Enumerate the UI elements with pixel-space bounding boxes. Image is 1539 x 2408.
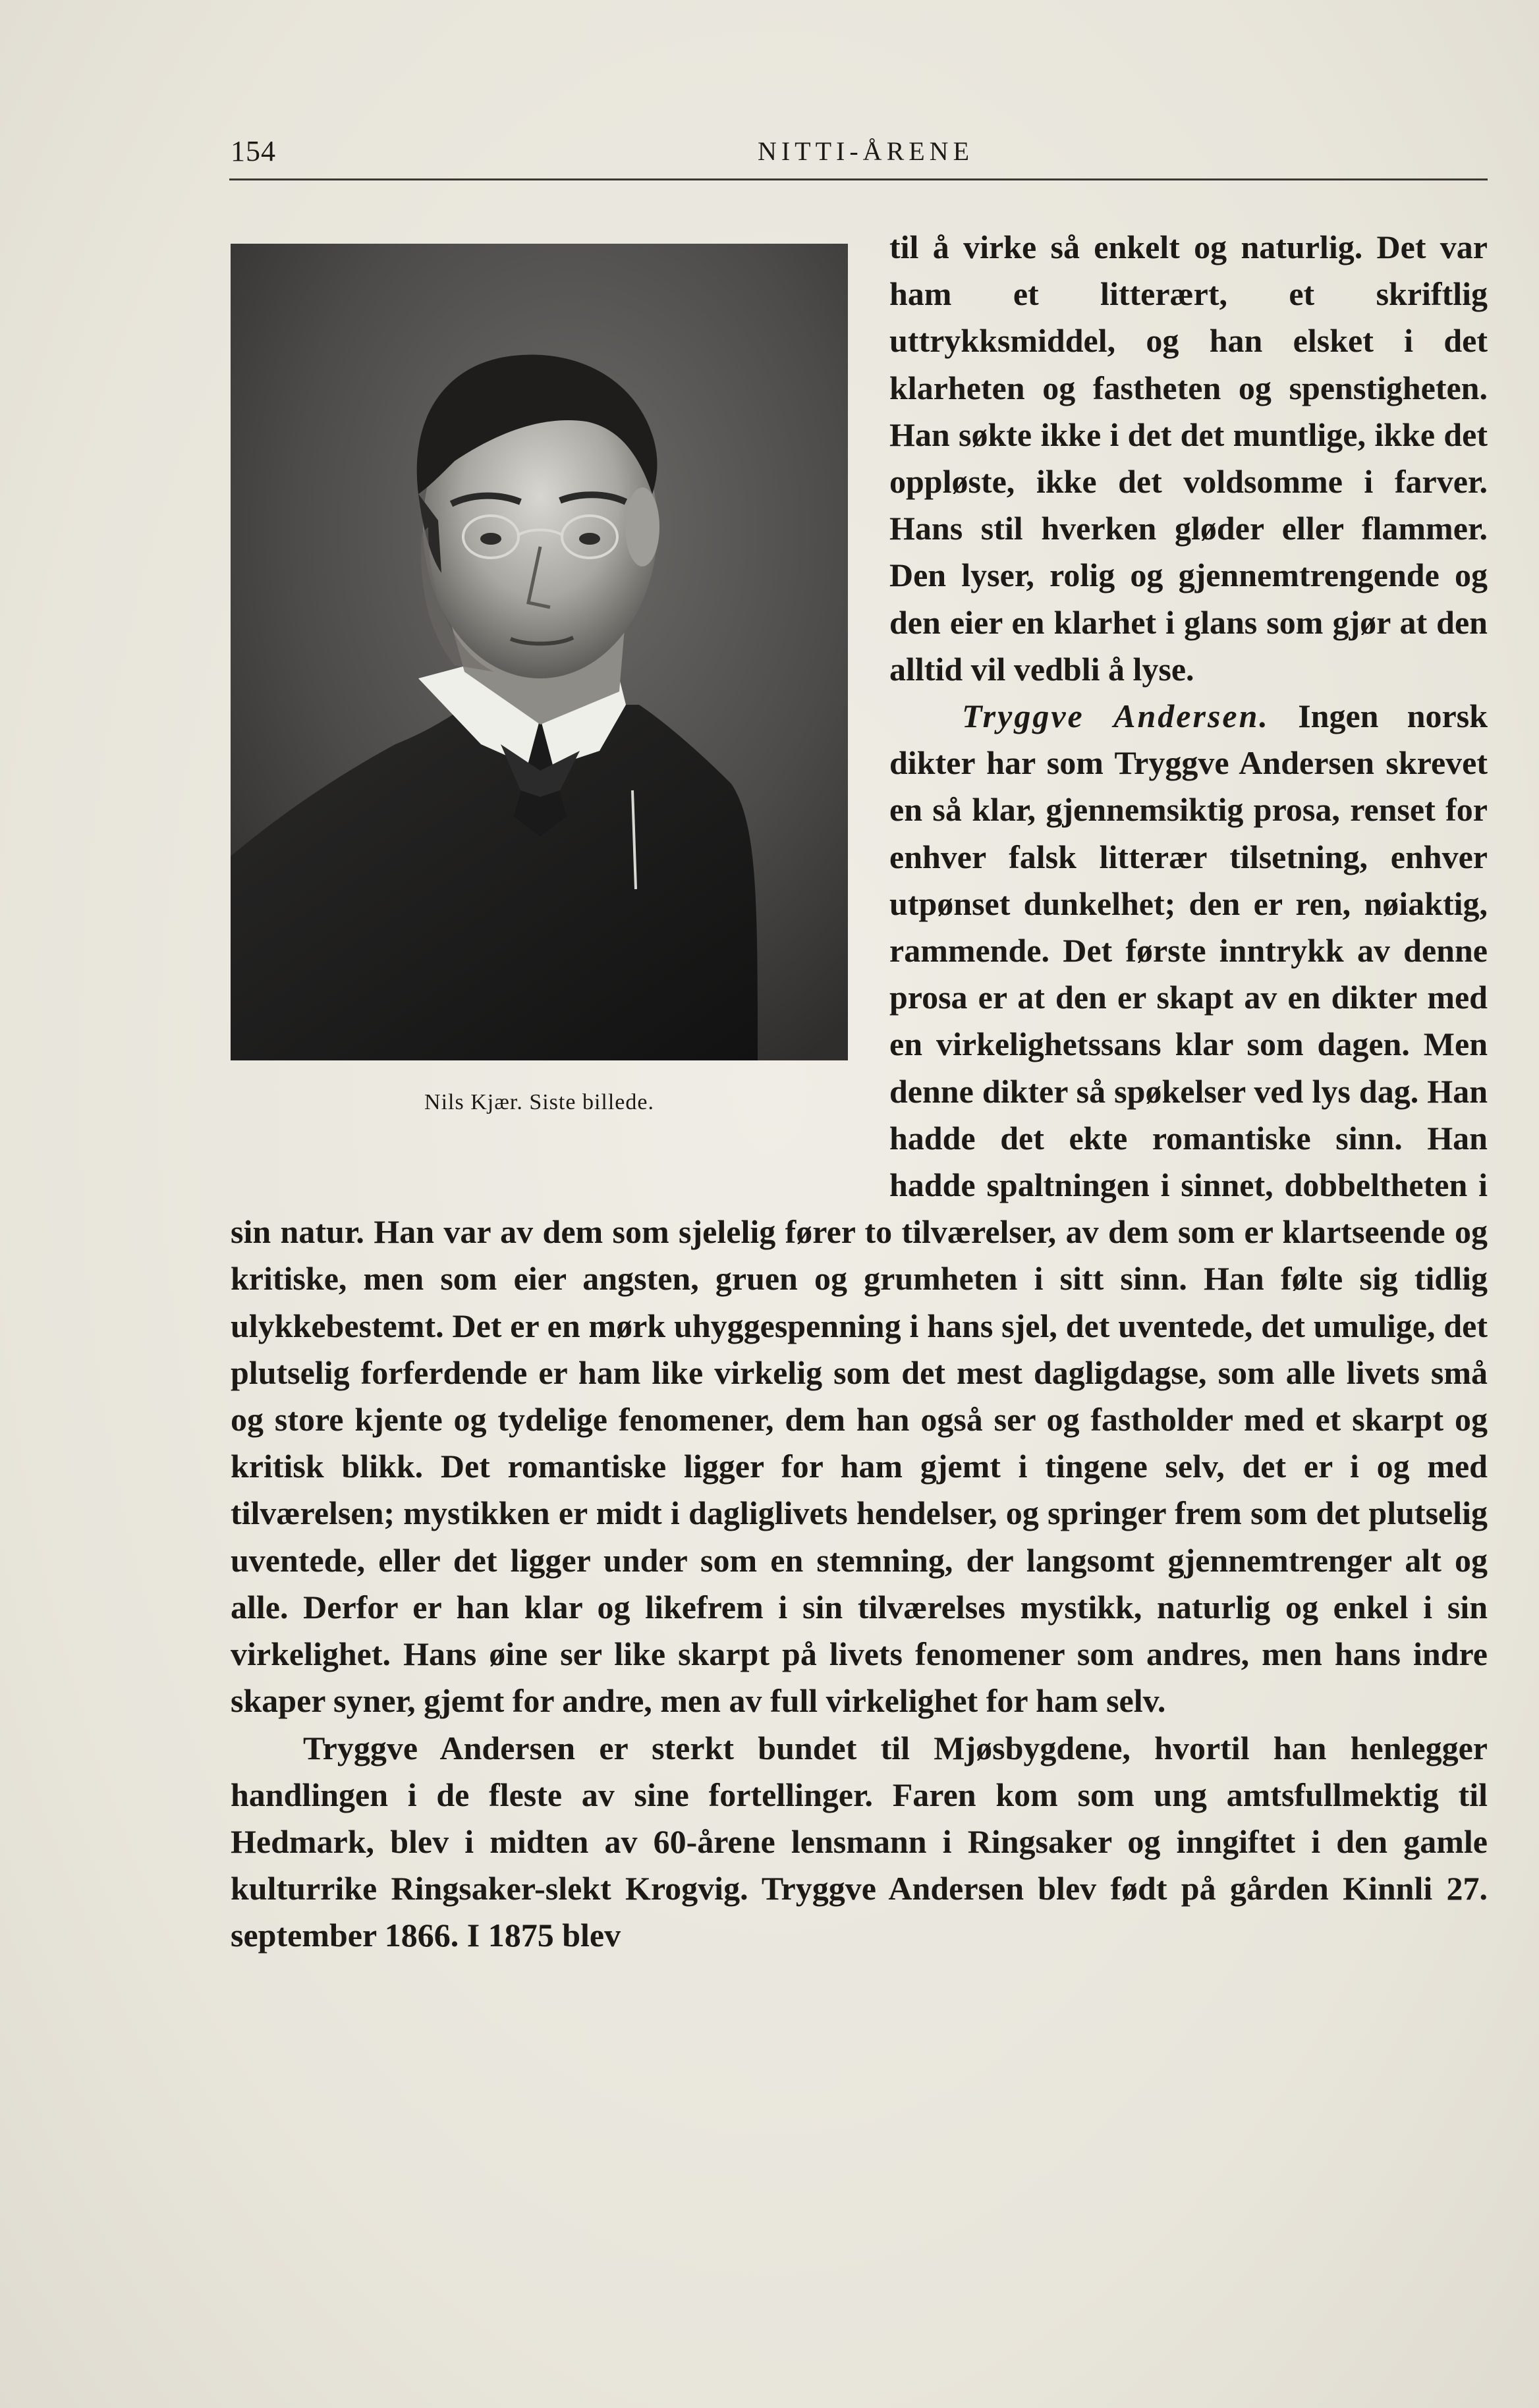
- figure-caption: Nils Kjær. Siste billede.: [424, 1090, 654, 1114]
- figure-spacer: [231, 224, 889, 1172]
- running-title: NITTI-ÅRENE: [757, 136, 974, 166]
- header-rule: [229, 178, 1488, 180]
- paragraph-2-text: Ingen norsk dikter har som Tryggve Andersen skrevet en så klar, gjennemsiktig prosa, renset for enhver falsk litterær tilsetning, enhver utpønset dunkelhet; den er ren, nøiaktig, rammende. Det første inntrykk av denne prosa er at den er skapt av en dikter med en virkelighetssans klar som dagen. Men denne dikter så spøkelser ved lys dag. Han hadde det ekte romantiske sinn. Han hadde spaltningen i sinnet, dobbeltheten i sin natur. Han var av dem som sjelelig fører to tilværelser, av dem som er klartseende og kritiske, men som eier angsten, gruen og grumheten i sitt sinn. Han følte sig tidlig ulykkebestemt. Det er en mørk uhyggespenning i hans sjel, det uventede, det umulige, det plutselig forferdende er ham like virkelig som det mest dagligdagse, som alle livets små og store kjente og tydelige fenomener, dem han også ser og fastholder med et skarpt og kritisk blikk. Det romantiske ligger for ham gjemt i tingene selv, det er i og med tilværelsen; mystikken er midt i dagliglivets hendelser, og springer frem som det plutselig uventede, eller det ligger under som en stemning, der langsomt gjennemtrenger alt og alle. Derfor er han klar og likefrem i sin tilværelses mystikk, naturlig og enkel i sin virkelighet. Hans øine ser like skarpt på livets fenomener som andres, men hans indre skaper syner, gjemt for andre, men av full virkelighet for ham selv.: [231, 698, 1488, 1720]
- page-header: [231, 132, 1488, 178]
- body-text: [231, 224, 1488, 1959]
- paragraph-3: Tryggve Andersen er sterkt bundet til Mjøsbygdene, hvortil han henlegger handlingen i de fleste av sine fortellinger. Faren kom som ung amtsfullmektig til Hedmark, blev i midten av 60-årene lensmann i Ringsaker og inngiftet i den gamle kulturrike Ringsaker-slekt Krogvig. Tryggve Andersen blev født på gården Kinnli 27. september 1866. I 1875 blev: [231, 1729, 1488, 1954]
- paragraph-1: til å virke så enkelt og naturlig. Det var ham et litterært, et skriftlig uttrykksmiddel, og han elsket i det klarheten og fastheten og spenstigheten. Han søkte ikke i det det muntlige, ikke det oppløste, ikke det voldsomme i farver. Hans stil hverken gløder eller flammer. Den lyser, rolig og gjennemtrengende og den eier en klarhet i glans som gjør at den alltid vil vedbli å lyse.: [889, 229, 1488, 688]
- page-number: 154: [231, 135, 276, 167]
- author-name-italic: Tryggve Andersen.: [962, 698, 1270, 735]
